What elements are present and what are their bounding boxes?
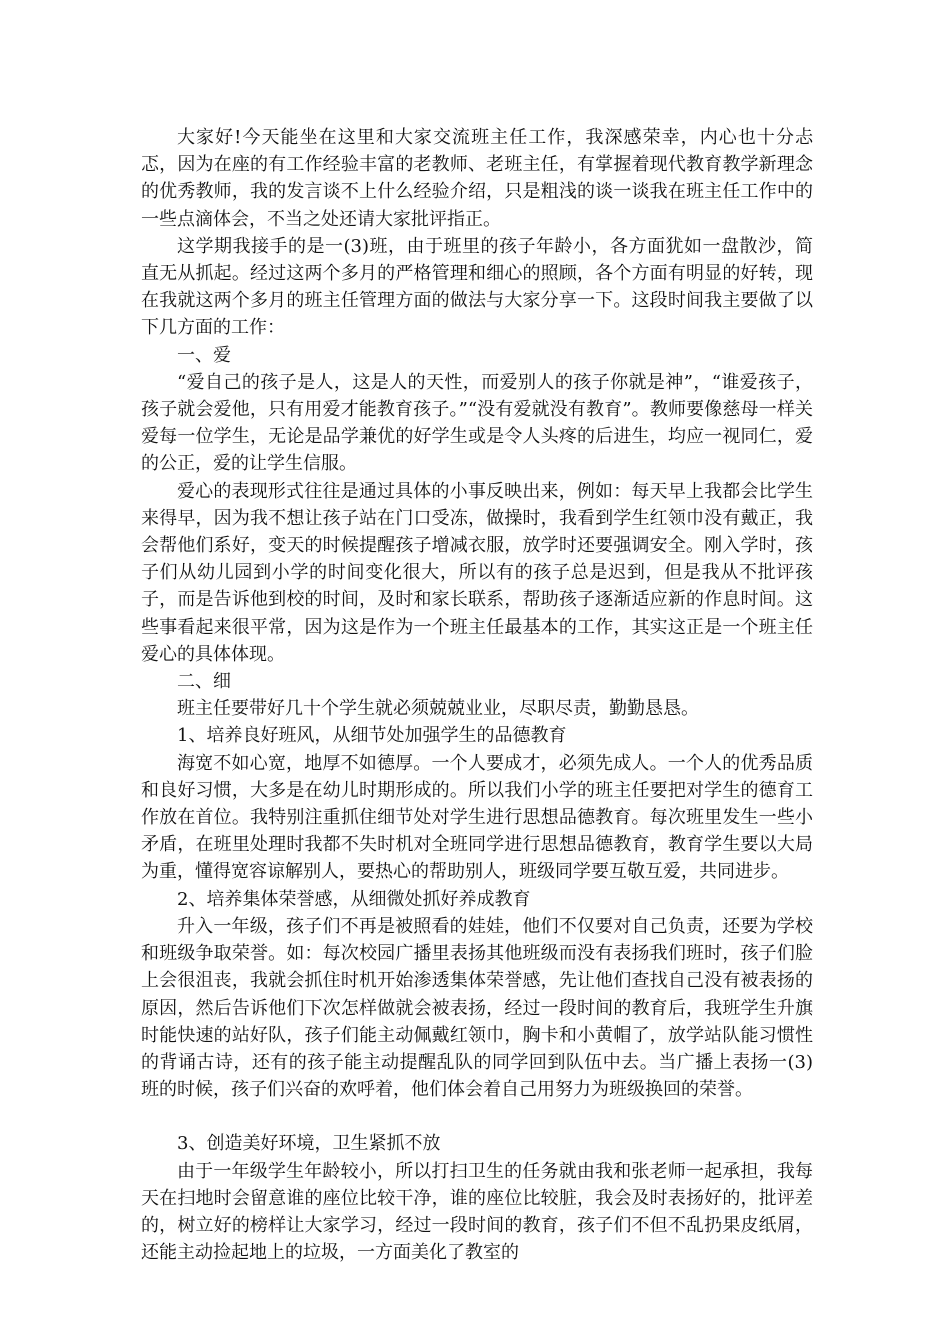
document-body [141, 124, 813, 1266]
section-heading-love: 一、爱 [177, 344, 231, 366]
paragraph-moral-education: 海宽不如心宽，地厚不如德厚。一个人要成才，必须先成人。一个人的优秀品质和良好习惯，大多是在幼儿时期形成的。所以我们小学的班主任要把对学生的德育工作放在首位。我特别注重抓住细节处对学生进行思想品德教育。每次班里发生一些小矛盾，在班里处理时我都不失时机对全班同学进行思想品德教育，教育学生要以大局为重，懂得宽容谅解别人，要热心的帮助别人，班级同学要互敬互爱，共同进步。 [141, 752, 813, 883]
section-heading-detail: 二、细 [177, 671, 231, 693]
paragraph-class-intro: 这学期我接手的是一(3)班，由于班里的孩子年龄小，各方面犹如一盘散沙，简直无从抓起。经过这两个多月的严格管理和细心的照顾，各个方面有明显的好转，现在我就这两个多月的班主任管理方面的做法与大家分享一下。这段时间我主要做了以下几方面的工作： [141, 235, 813, 339]
paragraph-collective-honor: 升入一年级，孩子们不再是被照看的娃娃，他们不仅要对自己负责，还要为学校和班级争取荣誉。如：每次校园广播里表扬其他班级而没有表扬我们班时，孩子们脸上会很沮丧，我就会抓住时机开始渗透集体荣誉感，先让他们查找自己没有被表扬的原因，然后告诉他们下次怎样做就会被表扬，经过一段时间的教育后，我班学生升旗时能快速的站好队，孩子们能主动佩戴红领巾，胸卡和小黄帽了，放学站队能习惯性的背诵古诗，还有的孩子能主动提醒乱队的同学回到队伍中去。当广播上表扬一(3)班的时候，孩子们兴奋的欢呼着，他们体会着自己用努力为班级换回的荣誉。 [141, 915, 813, 1101]
paragraph-greeting: 大家好!今天能坐在这里和大家交流班主任工作，我深感荣幸，内心也十分忐忑，因为在座的有工作经验丰富的老教师、老班主任，有掌握着现代教育教学新理念的优秀教师，我的发言谈不上什么经验介绍，只是粗浅的谈一谈我在班主任工作中的一些点滴体会，不当之处还请大家批评指正。 [141, 127, 813, 230]
subheading-collective-honor: 2、培养集体荣誉感，从细微处抓好养成教育 [177, 888, 531, 910]
paragraph-detail-intro: 班主任要带好几十个学生就必须兢兢业业，尽职尽责，勤勤恳恳。 [177, 698, 699, 720]
paragraph-spacer [141, 1103, 813, 1130]
paragraph-hygiene: 由于一年级学生年龄较小，所以打扫卫生的任务就由我和张老师一起承担，我每天在扫地时会留意谁的座位比较干净，谁的座位比较脏，我会及时表扬好的，批评差的，树立好的榜样让大家学习，经过一段时间的教育，孩子们不但不乱扔果皮纸屑，还能主动捡起地上的垃圾，一方面美化了教室的 [141, 1160, 813, 1264]
paragraph-love-quote: “爱自己的孩子是人，这是人的天性，而爱别人的孩子你就是神”，“谁爱孩子，孩子就会爱他，只有用爱才能教育孩子。”“没有爱就没有教育”。教师要像慈母一样关爱每一位学生，无论是品学兼优的好学生或是令人头疼的后进生，均应一视同仁，爱的公正，爱的让学生信服。 [141, 371, 813, 475]
subheading-environment: 3、创造美好环境，卫生紧抓不放 [177, 1133, 441, 1155]
paragraph-love-examples: 爱心的表现形式往往是通过具体的小事反映出来，例如：每天早上我都会比学生来得早，因为我不想让孩子站在门口受冻，做操时，我看到学生红领巾没有戴正，我会帮他们系好，变天的时候提醒孩子增减衣服，放学时还要强调安全。刚入学时，孩子们从幼儿园到小学的时间变化很大，所以有的孩子总是迟到，但是我从不批评孩子，而是告诉他到校的时间，及时和家长联系，帮助孩子逐渐适应新的作息时间。这些事看起来很平常，因为这是作为一个班主任最基本的工作，其实这正是一个班主任爱心的具体体现。 [141, 480, 813, 665]
subheading-class-spirit: 1、培养良好班风，从细节处加强学生的品德教育 [177, 725, 567, 747]
